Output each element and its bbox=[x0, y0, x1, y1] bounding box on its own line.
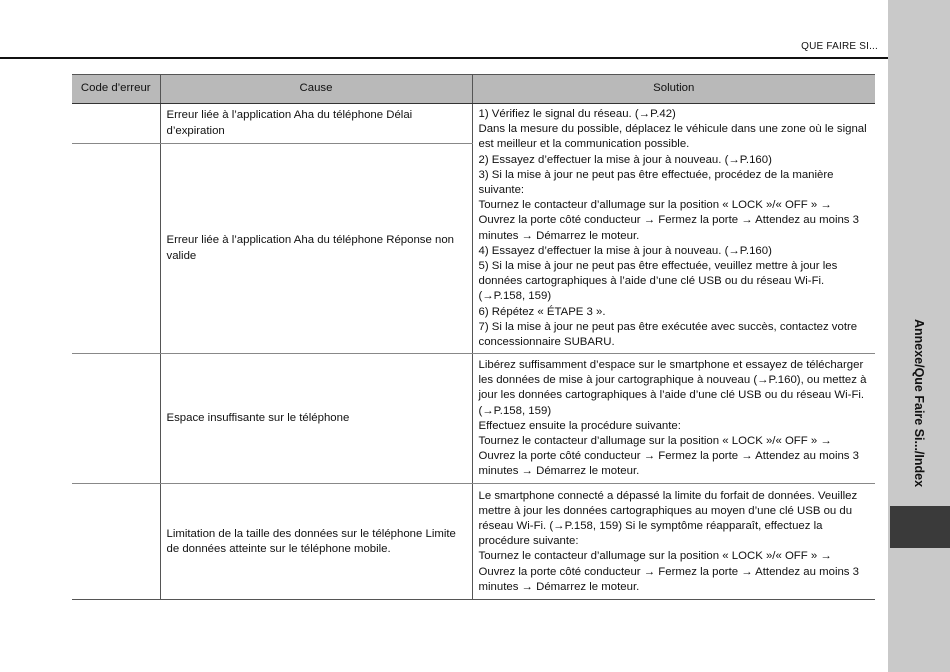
table-row bbox=[72, 484, 875, 600]
error-code-cell bbox=[72, 354, 160, 484]
solution-cell bbox=[472, 104, 875, 354]
cause-cell: Limitation de la taille des données sur le téléphone Limite de données atteinte sur le téléphone mobile. bbox=[160, 484, 472, 600]
column-header-cause: Cause bbox=[160, 75, 472, 104]
solution-line: 1) Vérifiez le signal du réseau. (→P.42) bbox=[478, 108, 676, 120]
side-tab-label: Annexe/Que Faire Si.../Index bbox=[912, 318, 926, 488]
solution-line: 4) Essayez d’effectuer la mise à jour à nouveau. (→P.160) bbox=[478, 244, 772, 257]
header-rule bbox=[0, 57, 888, 59]
error-code-cell bbox=[72, 104, 160, 144]
table-row bbox=[72, 354, 875, 484]
table-header-row bbox=[72, 75, 875, 104]
solution-cell bbox=[472, 354, 875, 484]
column-header-code: Code d’erreur bbox=[72, 75, 160, 104]
solution-cell bbox=[472, 484, 875, 600]
solution-line: 3) Si la mise à jour ne peut pas être effectuée, procédez de la manière suivante: bbox=[478, 168, 834, 197]
solution-line: Libérez suffisamment d’espace sur le smartphone et essayez de télécharger les données de mise à jour cartographique à nouveau (→P.160), ou mettez à jour les données cartographiques à l’aide d’une clé USB ou du réseau Wi-Fi. (→P.158, 159) bbox=[478, 358, 867, 417]
cause-cell: Erreur liée à l’application Aha du téléphone Délai d’expiration bbox=[160, 104, 472, 144]
solution-line: Le smartphone connecté a dépassé la limite du forfait de données. Veuillez mettre à jour les données cartographiques au moyen d’une clé USB ou du réseau Wi-Fi. (→P.158, 159) Si le symptôme réapparaît, effectuez la procédure suivante: bbox=[478, 489, 858, 548]
error-table bbox=[72, 74, 875, 600]
solution-line: Dans la mesure du possible, déplacez le véhicule dans une zone où le signal est meilleur et la communication possible. bbox=[478, 123, 867, 151]
solution-line: 7) Si la mise à jour ne peut pas être exécutée avec succès, contactez votre concessionnaire SUBARU. bbox=[478, 320, 858, 349]
solution-line: Tournez le contacteur d’allumage sur la position « LOCK »/« OFF » → Ouvrez la porte côté conducteur → Fermez la porte → Attendez au moins 3 minutes → Démarrez le moteur. bbox=[478, 550, 860, 593]
solution-line: 2) Essayez d’effectuer la mise à jour à nouveau. (→P.160) bbox=[478, 153, 772, 166]
column-header-solution: Solution bbox=[472, 75, 875, 104]
cause-cell: Espace insuffisante sur le téléphone bbox=[160, 354, 472, 484]
solution-line: Tournez le contacteur d’allumage sur la position « LOCK »/« OFF » → Ouvrez la porte côté conducteur → Fermez la porte → Attendez au moins 3 minutes → Démarrez le moteur. bbox=[478, 434, 860, 478]
cause-cell: Erreur liée à l’application Aha du téléphone Réponse non valide bbox=[160, 144, 472, 354]
error-code-cell bbox=[72, 484, 160, 600]
side-tab-marker bbox=[890, 506, 950, 548]
table-row bbox=[72, 104, 875, 144]
running-title: QUE FAIRE SI... bbox=[801, 41, 878, 52]
solution-line: Effectuez ensuite la procédure suivante: bbox=[478, 419, 681, 432]
error-code-cell bbox=[72, 144, 160, 354]
solution-line: Tournez le contacteur d’allumage sur la position « LOCK »/« OFF » → Ouvrez la porte côté conducteur → Fermez la porte → Attendez au moins 3 minutes → Démarrez le moteur. bbox=[478, 199, 860, 242]
solution-line: 6) Répétez « ÉTAPE 3 ». bbox=[478, 305, 606, 318]
solution-line: 5) Si la mise à jour ne peut pas être effectuée, veuillez mettre à jour les données cartographiques à l’aide d’une clé USB ou du réseau Wi-Fi. (→P.158, 159) bbox=[478, 260, 838, 303]
